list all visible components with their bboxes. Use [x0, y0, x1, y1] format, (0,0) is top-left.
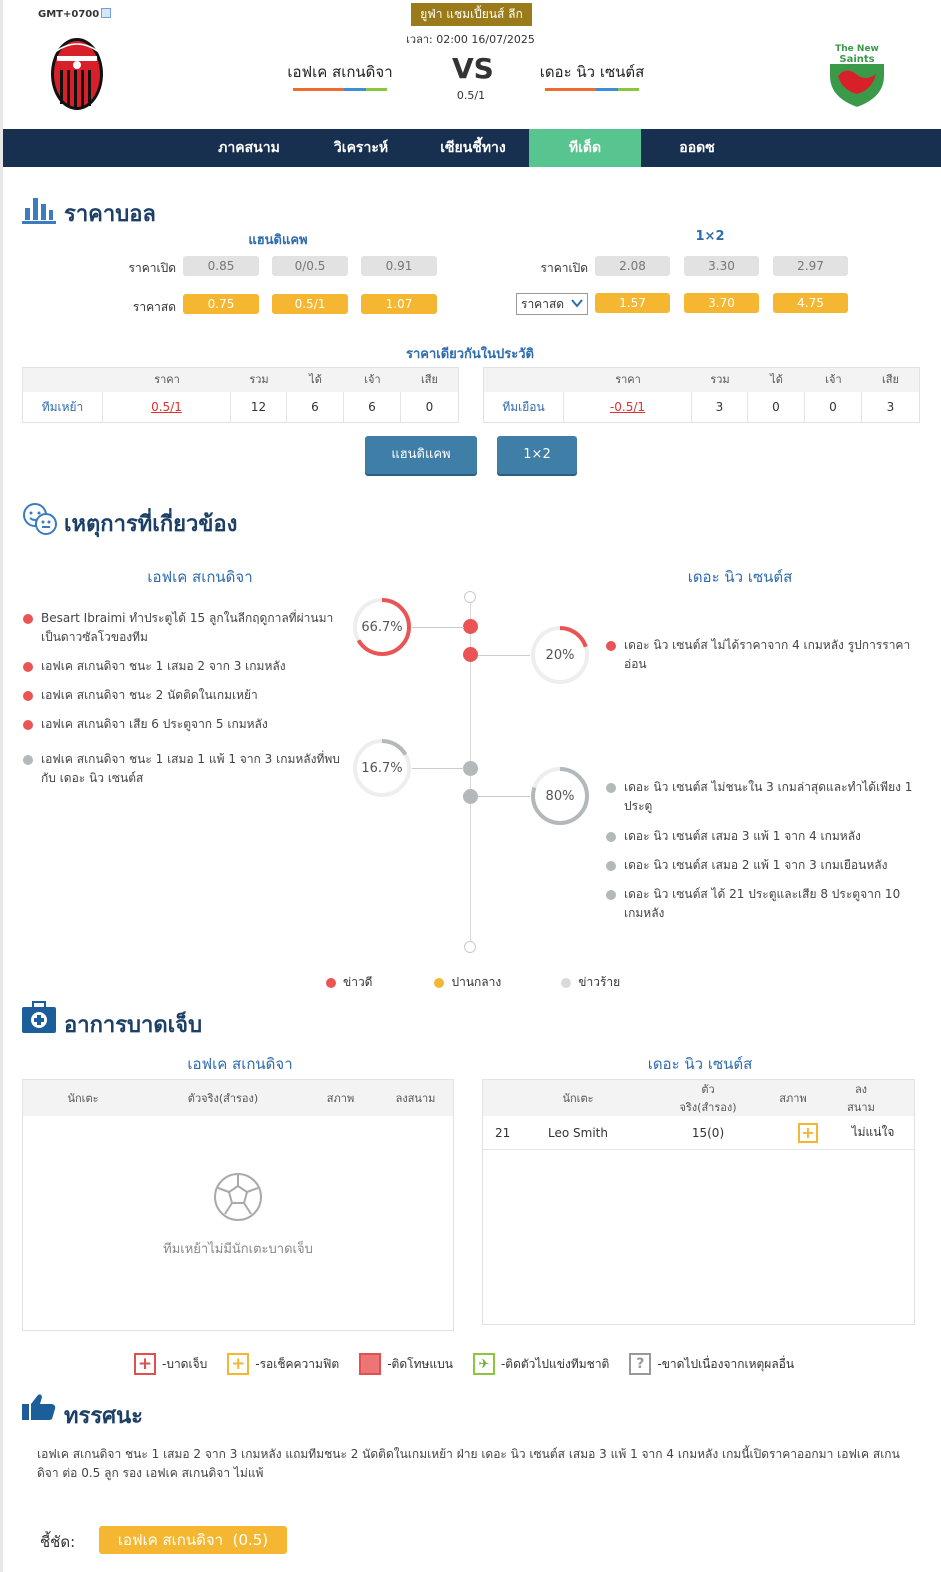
injury-table-away: นักเตะ ตัวจริง(สำรอง) สภาพ ลงสนาม 21 Leo Smith 15(0) + ไม่แน่ใจ	[482, 1079, 915, 1325]
home-team-logo	[46, 32, 108, 112]
hdp-live-home: 0.75	[183, 294, 259, 314]
league-badge[interactable]: ยูฟ่า แชมเปี้ยนส์ ลีก	[411, 3, 532, 26]
left-border	[0, 0, 3, 1572]
home-team-name[interactable]: เอฟเค สเกนดิจา	[287, 63, 393, 81]
hdp-live-line: 0.5/1	[272, 294, 348, 314]
hdp-open-away: 0.91	[361, 256, 437, 276]
timeline-node-home-bad	[463, 761, 478, 776]
x12-open-away: 2.97	[773, 256, 848, 276]
tab-field[interactable]: ภาคสนาม	[218, 140, 280, 156]
event-dot-bad	[606, 783, 616, 793]
tab-expert-tips[interactable]: เซียนชี้ทาง	[440, 140, 506, 156]
smiley-faces-icon	[22, 502, 58, 536]
events-section-title: เหตุการที่เกี่ยวข้อง	[64, 512, 238, 537]
x12-title: 1×2	[695, 229, 725, 244]
timeline-node-away-good	[463, 647, 478, 662]
history-price-link[interactable]: 0.5/1	[103, 392, 231, 422]
home-no-injury-text: ทีมเหย้าไม่มีนักเตะบาดเจ็บ	[163, 1242, 313, 1257]
x12-odds-type-select[interactable]: ราคาสด	[516, 293, 588, 315]
opinion-title-clip	[64, 1398, 143, 1429]
home-good-pct: 66.7%	[361, 619, 403, 635]
other-reason-icon: ?	[629, 1353, 651, 1375]
x12-live-home: 1.57	[595, 293, 670, 313]
home-bad-pct: 16.7%	[361, 760, 403, 776]
event-dot-good	[23, 720, 33, 730]
history-team-label: ทีมเยือน	[484, 392, 564, 422]
hdp-open-line: 0/0.5	[272, 256, 348, 276]
away-team-color-bar	[545, 88, 639, 91]
injury-row[interactable]: 21 Leo Smith 15(0) + ไม่แน่ใจ	[483, 1116, 914, 1150]
connector	[478, 796, 530, 797]
event-dot-good	[23, 691, 33, 701]
history-team-label: ทีมเหย้า	[23, 392, 103, 422]
event-item: เดอะ นิว เซนต์ส ได้ 21 ประตูและเสีย 8 ประตูจาก 10 เกมหลัง	[624, 887, 901, 920]
timeline-node-home-good	[463, 619, 478, 634]
x12-open-label: ราคาเปิด	[540, 261, 588, 275]
hdp-open-label: ราคาเปิด	[128, 261, 176, 275]
injured-icon: +	[134, 1353, 156, 1375]
away-good-pct: 20%	[545, 647, 575, 663]
opinion-text: เอฟเค สเกนดิจา ชนะ 1 เสมอ 2 จาก 3 เกมหลัง แถมทีมชนะ 2 นัดติดในเกมเหย้า ฝ่าย เดอะ นิว เซนต์ส เสมอ 3 แพ้ 1 จาก 4 เกมหลัง เกมนี้เปิดราคาออกมา เอฟเค สเกนดิจา ต่อ 0.5 ลูก รอง เอฟเค สเกนดิจา ไม่แพ้	[37, 1447, 900, 1480]
doubtful-status-icon: +	[783, 1123, 833, 1143]
hdp-live-away: 1.07	[361, 294, 437, 314]
pick-label: ชี้ชัด:	[40, 1533, 76, 1551]
chevron-down-icon	[570, 296, 584, 316]
connector	[412, 627, 464, 628]
home-team-color-bar	[293, 88, 387, 91]
injury-table-home: นักเตะ ตัวจริง(สำรอง) สภาพ ลงสนาม ทีมเหย้าไม่มีนักเตะบาดเจ็บ	[22, 1079, 454, 1331]
legend-neutral-dot	[434, 978, 444, 988]
injury-legend: + -บาดเจ็บ + -รอเช็คความฟิต -ติดโทษแบน ✈ -ติดตัวไปแข่งทีมชาติ ? -ขาดไปเนื่องจากเหตุผลอื่น	[134, 1353, 794, 1375]
x12-button[interactable]: 1×2	[497, 436, 577, 474]
pick-badge: เอฟเค สเกนดิจา (0.5)	[99, 1526, 287, 1554]
svg-text:Saints: Saints	[839, 54, 875, 65]
event-item: เดอะ นิว เซนต์ส เสมอ 3 แพ้ 1 จาก 4 เกมหลัง	[624, 829, 861, 843]
away-team-logo	[826, 38, 888, 110]
tab-analysis[interactable]: วิเคราะห์	[333, 140, 389, 156]
timezone-edit-icon[interactable]	[101, 8, 111, 18]
away-bad-pct-ring	[530, 766, 590, 826]
thumbs-up-icon	[22, 1393, 56, 1421]
header-handicap: 0.5/1	[456, 89, 486, 102]
tab-tips[interactable]: ทีเด็ด	[529, 129, 641, 167]
injury-away-title: เดอะ นิว เซนต์ส	[647, 1055, 753, 1073]
event-item: เอฟเค สเกนดิจา ชนะ 2 นัดติดในเกมเหย้า	[41, 688, 258, 702]
history-price-link[interactable]: -0.5/1	[564, 392, 692, 422]
x12-live-draw: 3.70	[684, 293, 759, 313]
history-title: ราคาเดียวกันในประวัติ	[405, 347, 535, 362]
handicap-button[interactable]: แฮนดิแคพ	[365, 436, 477, 474]
timeline-start	[464, 591, 476, 603]
event-dot-good	[606, 641, 616, 651]
away-team-header[interactable]	[532, 60, 652, 91]
home-good-pct-ring	[352, 597, 412, 657]
soccer-ball-icon	[213, 1172, 263, 1222]
events-legend: ข่าวดี ปานกลาง ข่าวร้าย	[326, 973, 620, 992]
injury-home-title: เอฟเค สเกนดิจา	[187, 1055, 293, 1073]
events-home-title: เอฟเค สเกนดิจา	[147, 568, 253, 586]
away-good-pct-ring	[530, 625, 590, 685]
x12-open-home: 2.08	[595, 256, 670, 276]
bar-chart-icon	[22, 196, 56, 224]
event-item: เดอะ นิว เซนต์ส ไม่ชนะใน 3 เกมล่าสุดและทำได้เพียง 1 ประตู	[624, 780, 913, 813]
history-table-away: ราคา รวม ได้ เจ้า เสีย ทีมเยือน -0.5/1 3 0 0 3	[483, 367, 920, 423]
vs-label: VS	[452, 52, 494, 85]
match-time: เวลา: 02:00 16/07/2025	[406, 33, 535, 46]
hdp-open-home: 0.85	[183, 256, 259, 276]
hdp-live-label: ราคาสด	[132, 300, 176, 314]
event-dot-good	[23, 614, 33, 624]
fitness-check-icon: +	[227, 1353, 249, 1375]
national-team-plane-icon: ✈	[473, 1353, 495, 1375]
odds-section-title: ราคาบอล	[64, 202, 156, 227]
event-dot-good	[23, 662, 33, 672]
event-item: เดอะ นิว เซนต์ส ไม่ได้ราคาจาก 4 เกมหลัง รูปการราคาอ่อน	[624, 638, 911, 671]
away-team-name[interactable]: เดอะ นิว เซนต์ส	[539, 63, 645, 81]
connector	[412, 768, 464, 769]
event-dot-bad	[606, 861, 616, 871]
x12-live-away: 4.75	[773, 293, 848, 313]
svg-text:The New: The New	[835, 44, 879, 54]
event-item: Besart Ibraimi ทำประตูได้ 15 ลูกในลีกฤดูกาลที่ผ่านมา เป็นดาวซัลโวของทีม	[41, 611, 334, 644]
event-item: เอฟเค สเกนดิจา ชนะ 1 เสมอ 1 แพ้ 1 จาก 3 เกมหลังที่พบกับ เดอะ นิว เซนต์ส	[41, 752, 340, 785]
event-dot-bad	[23, 755, 33, 765]
suspended-icon	[359, 1353, 381, 1375]
opinion-section-title: ทรรศนะ	[64, 1404, 143, 1429]
timeline-node-away-bad	[463, 789, 478, 804]
timezone-label[interactable]: GMT+0700	[38, 8, 111, 20]
home-bad-pct-ring	[352, 738, 412, 798]
connector	[478, 655, 530, 656]
event-item: เอฟเค สเกนดิจา ชนะ 1 เสมอ 2 จาก 3 เกมหลัง	[41, 659, 286, 673]
first-aid-kit-icon	[22, 1001, 56, 1033]
history-table-home: ราคา รวม ได้ เจ้า เสีย ทีมเหย้า 0.5/1 12 6 6 0	[22, 367, 459, 423]
timeline-end	[464, 941, 476, 953]
main-nav	[3, 129, 941, 167]
legend-good-dot	[326, 978, 336, 988]
event-item: เอฟเค สเกนดิจา เสีย 6 ประตูจาก 5 เกมหลัง	[41, 717, 268, 731]
injury-section-title: อาการบาดเจ็บ	[64, 1013, 203, 1038]
tab-odds[interactable]: ออดซ	[679, 140, 715, 156]
events-away-title: เดอะ นิว เซนต์ส	[687, 568, 793, 586]
home-team-header[interactable]	[280, 60, 400, 91]
event-dot-bad	[606, 890, 616, 900]
handicap-title: แฮนดิแคพ	[248, 233, 308, 248]
x12-open-draw: 3.30	[684, 256, 759, 276]
event-item: เดอะ นิว เซนต์ส เสมอ 2 แพ้ 1 จาก 3 เกมเยือนหลัง	[624, 858, 888, 872]
event-dot-bad	[606, 832, 616, 842]
away-bad-pct: 80%	[545, 788, 575, 804]
legend-bad-dot	[561, 978, 571, 988]
